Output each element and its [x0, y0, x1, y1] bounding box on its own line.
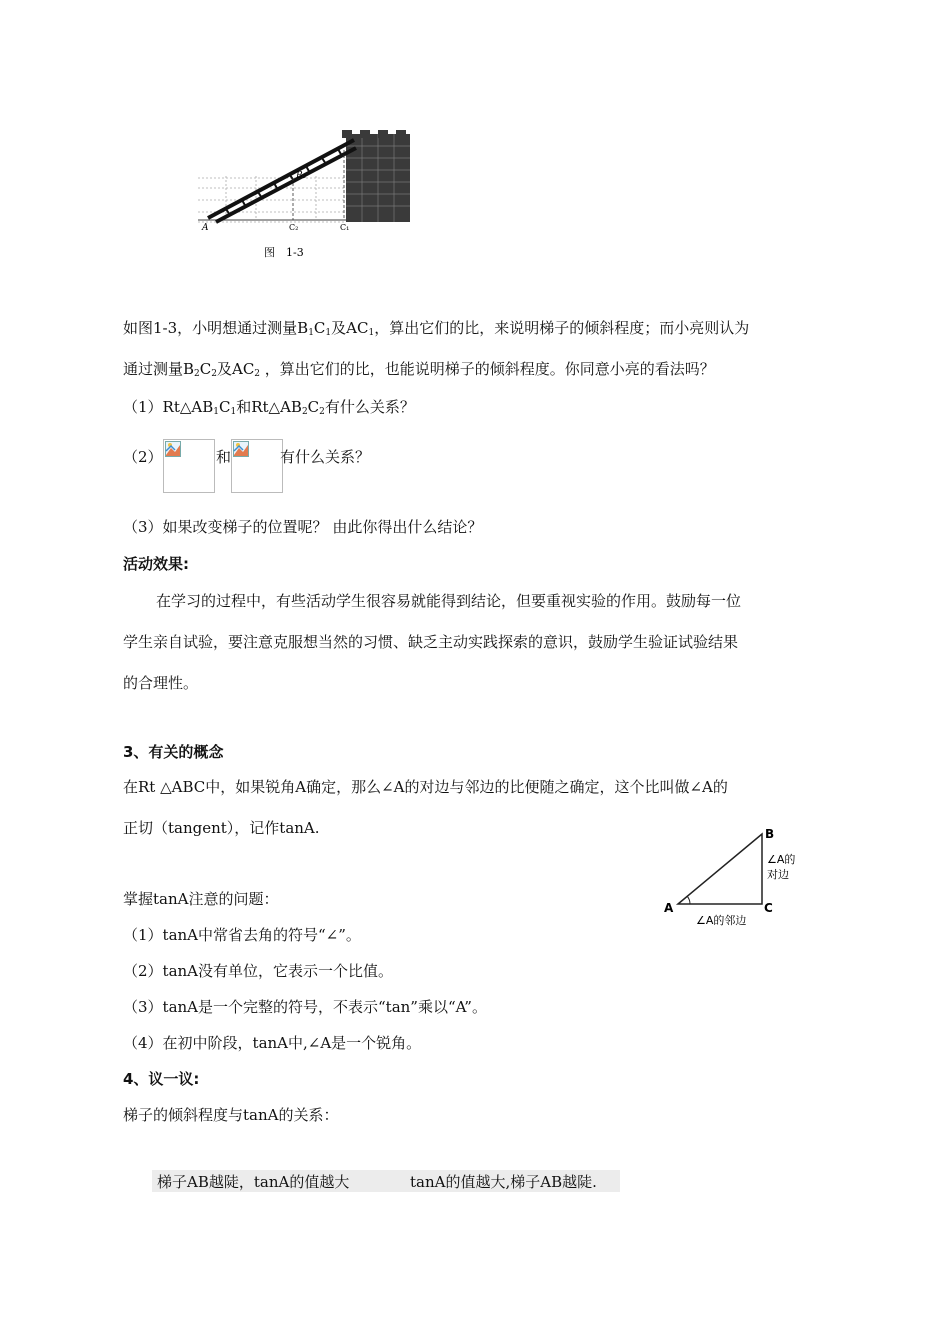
sub: 2	[211, 369, 217, 379]
fig-label-b2: B₂	[296, 171, 307, 181]
sub: 2	[301, 407, 308, 417]
relation-right: tanA的值越大,梯子AB越陡.	[410, 1173, 597, 1191]
discuss-intro: 梯子的倾斜程度与tanA的关系：	[123, 1106, 339, 1124]
text: ，算出它们的比，也能说明梯子的倾斜程度。你同意小亮的看法吗？	[260, 360, 715, 378]
effect-line-3: 的合理性。	[123, 674, 199, 692]
effect-heading: 活动效果:	[123, 555, 189, 573]
formula-image-placeholder-1	[163, 439, 215, 493]
broken-image-icon	[165, 441, 181, 457]
tri-label-c: C	[764, 901, 773, 915]
text: （1）Rt△AB	[123, 398, 214, 416]
triangle-figure	[630, 820, 820, 950]
broken-image-icon	[233, 441, 249, 457]
text: C	[219, 398, 231, 416]
text: 有什么关系？	[324, 398, 415, 416]
discuss-heading: 4、议一议:	[123, 1070, 200, 1088]
tri-label-a: A	[664, 901, 674, 915]
text: 及AC	[216, 360, 255, 378]
tri-opposite-label-1: ∠A的	[767, 853, 796, 866]
sub: 1	[213, 407, 219, 417]
tri-label-b: B	[765, 827, 775, 841]
text: C	[199, 360, 212, 378]
sub: 1	[230, 407, 237, 417]
text: 如图1-3，小明想通过测量B	[123, 319, 309, 337]
notes-item-4: （4）在初中阶段，tanA中,∠A是一个锐角。	[123, 1034, 422, 1052]
fig-label-c1: C₁	[340, 223, 350, 232]
question-3: （3）如果改变梯子的位置呢？ 由此你得出什么结论？	[123, 518, 483, 536]
fig-label-a: A	[202, 223, 209, 233]
effect-line-1: 在学习的过程中，有些活动学生很容易就能得到结论，但要重视实验的作用。鼓励每一位	[156, 592, 742, 610]
question-2-suffix: 有什么关系？	[280, 448, 371, 466]
formula-image-placeholder-2	[231, 439, 283, 493]
question-2-prefix: （2）	[123, 448, 163, 466]
sub: 2	[194, 369, 200, 379]
text: ，算出它们的比，来说明梯子的倾斜程度；而小亮则认为	[374, 319, 750, 337]
text: C	[307, 398, 320, 416]
question-2-and: 和	[216, 448, 232, 466]
text: 通过测量B	[123, 360, 195, 378]
notes-item-2: （2）tanA没有单位，它表示一个比值。	[123, 962, 394, 980]
concept-line-2: 正切（tangent），记作tanA.	[123, 819, 320, 837]
sub: 2	[254, 369, 261, 379]
text: 及AC	[331, 319, 369, 337]
sub: 1	[308, 328, 314, 338]
notes-item-1: （1）tanA中常省去角的符号“∠”。	[123, 926, 361, 944]
tri-opposite-label-2: 对边	[767, 868, 789, 881]
notes-heading: 掌握tanA注意的问题：	[123, 890, 279, 908]
effect-line-2: 学生亲自试验，要注意克服想当然的习惯、缺乏主动实践探索的意识，鼓励学生验证试验结果	[123, 633, 739, 651]
notes-item-3: （3）tanA是一个完整的符号，不表示“tan”乘以“A”。	[123, 998, 487, 1016]
sub: 2	[319, 407, 325, 417]
text: C	[313, 319, 326, 337]
para1-line2	[123, 359, 715, 384]
sub: 1	[368, 328, 375, 338]
figure-1-3	[196, 126, 416, 266]
concept-line-1: 在Rt △ABC中，如果锐角A确定，那么∠A的对边与邻边的比便随之确定，这个比叫做∠A的	[123, 778, 728, 796]
question-1	[123, 397, 415, 422]
sub: 1	[325, 328, 332, 338]
fig-label-c2: C₂	[289, 223, 299, 232]
para1-line1	[123, 318, 749, 343]
text: 和Rt△AB	[236, 398, 302, 416]
tri-adjacent-label: ∠A的邻边	[696, 914, 747, 927]
fig-caption: 图 1-3	[264, 246, 304, 259]
concept-heading: 3、有关的概念	[123, 743, 224, 761]
relation-left: 梯子AB越陡，tanA的值越大	[157, 1173, 350, 1191]
